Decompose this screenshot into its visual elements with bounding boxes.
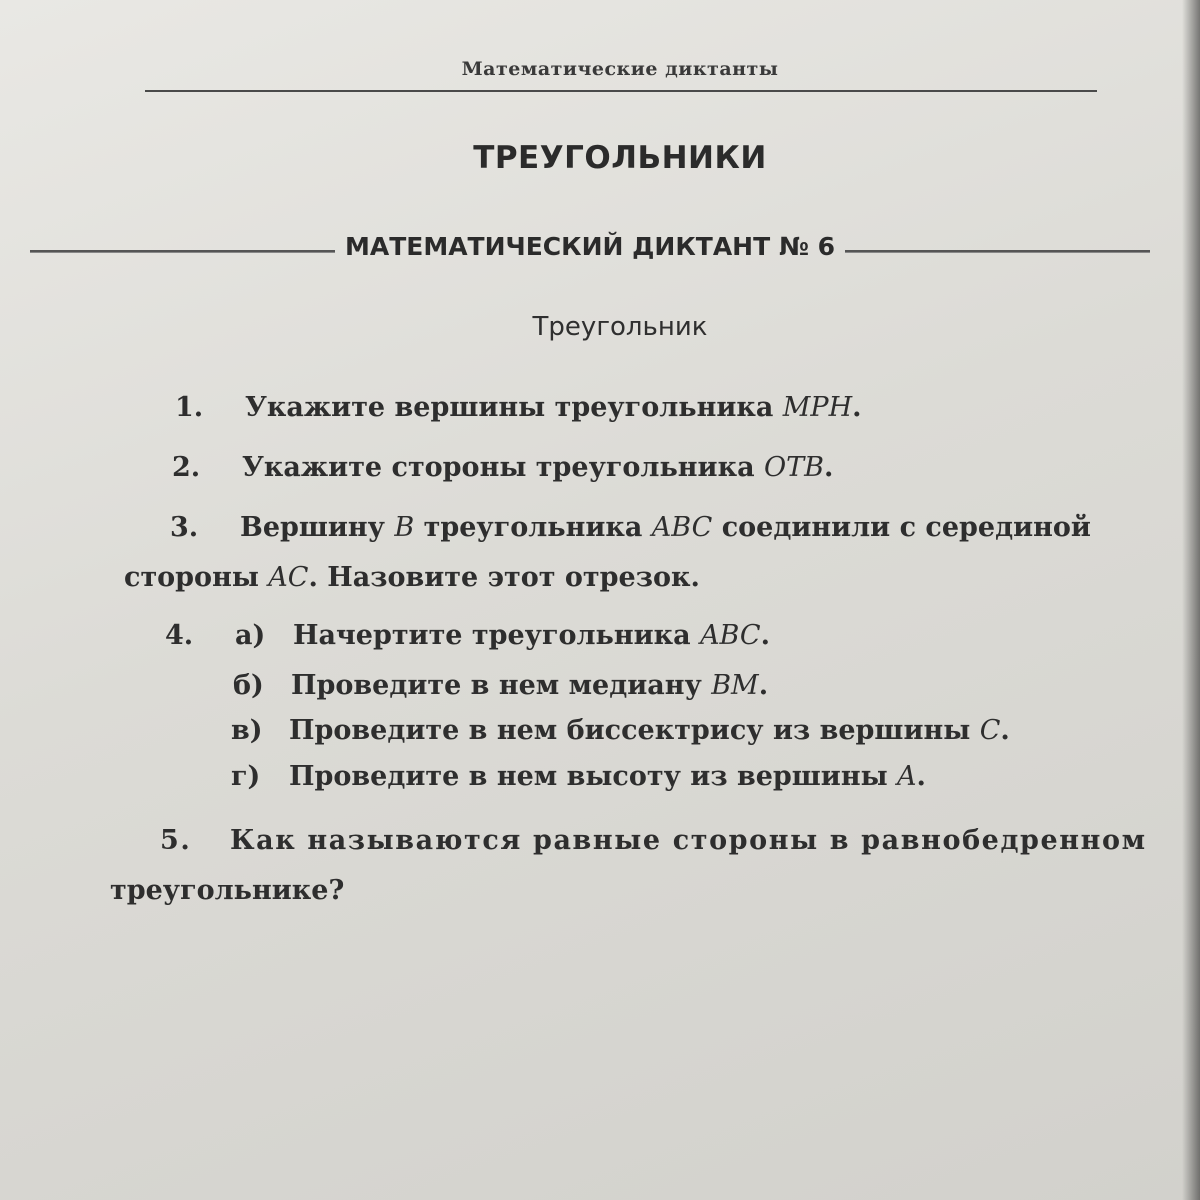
item-label: б) [233, 670, 264, 701]
question-number: 1. [175, 392, 204, 423]
item-variable: BM [711, 670, 759, 701]
question-variable: AC [268, 562, 309, 593]
page-edge-shadow [1182, 0, 1200, 1200]
right-rule [845, 250, 1150, 253]
item-label: а) [235, 620, 266, 651]
question-end: . [823, 452, 834, 483]
section-subtitle: Треугольник [532, 312, 708, 342]
item-variable: C [979, 715, 1001, 746]
question-text: Укажите стороны треугольника [242, 452, 764, 483]
question-variable: B [394, 512, 415, 543]
question-text: Как называются равные стороны в равнобедренном [230, 825, 1147, 856]
question-number: 2. [172, 452, 201, 483]
dictation-heading [30, 226, 1150, 266]
header-rule [145, 90, 1097, 92]
item-end: . [760, 620, 770, 651]
question-text: треугольника [414, 512, 652, 543]
question-4b [233, 670, 768, 701]
question-text: стороны [124, 562, 269, 593]
question-text: треугольнике? [110, 875, 345, 906]
question-4d [231, 761, 926, 792]
question-variable: MPH [782, 392, 853, 423]
question-5-line-1 [160, 825, 1147, 856]
question-number: 4. [165, 620, 194, 651]
question-3-line-2 [124, 562, 700, 593]
left-rule [30, 250, 335, 253]
question-4c [231, 715, 1010, 746]
question-text: . Назовите этот отрезок. [308, 562, 700, 593]
question-text: соединили с серединой [712, 512, 1091, 543]
item-text: Начертите треугольника [293, 620, 701, 651]
question-end: . [852, 392, 862, 423]
running-head: Математические диктанты [461, 58, 779, 80]
item-text: Проведите в нем биссектрису из вершины [289, 715, 980, 746]
question-1 [175, 392, 862, 423]
item-variable: ABC [700, 620, 761, 651]
item-text: Проведите в нем медиану [291, 670, 712, 701]
question-2 [172, 452, 833, 483]
question-text: Вершину [240, 512, 395, 543]
question-variable: ABC [651, 512, 713, 543]
item-label: в) [231, 715, 263, 746]
question-number: 5. [160, 825, 192, 856]
item-variable: A [897, 761, 917, 792]
question-number: 3. [170, 512, 199, 543]
item-end: . [758, 670, 769, 701]
dictation-title: МАТЕМАТИЧЕСКИЙ ДИКТАНТ № 6 [344, 231, 836, 261]
question-3-line-1 [170, 512, 1091, 543]
item-label: г) [231, 761, 261, 792]
item-text: Проведите в нем высоту из вершины [289, 761, 898, 792]
page-title: ТРЕУГОЛЬНИКИ [473, 140, 767, 176]
question-text: Укажите вершины треугольника [245, 392, 783, 423]
question-5-line-2 [110, 875, 344, 906]
item-end: . [1000, 715, 1010, 746]
question-variable: OTB [763, 452, 824, 483]
item-end: . [916, 761, 926, 792]
question-4a [165, 620, 770, 651]
